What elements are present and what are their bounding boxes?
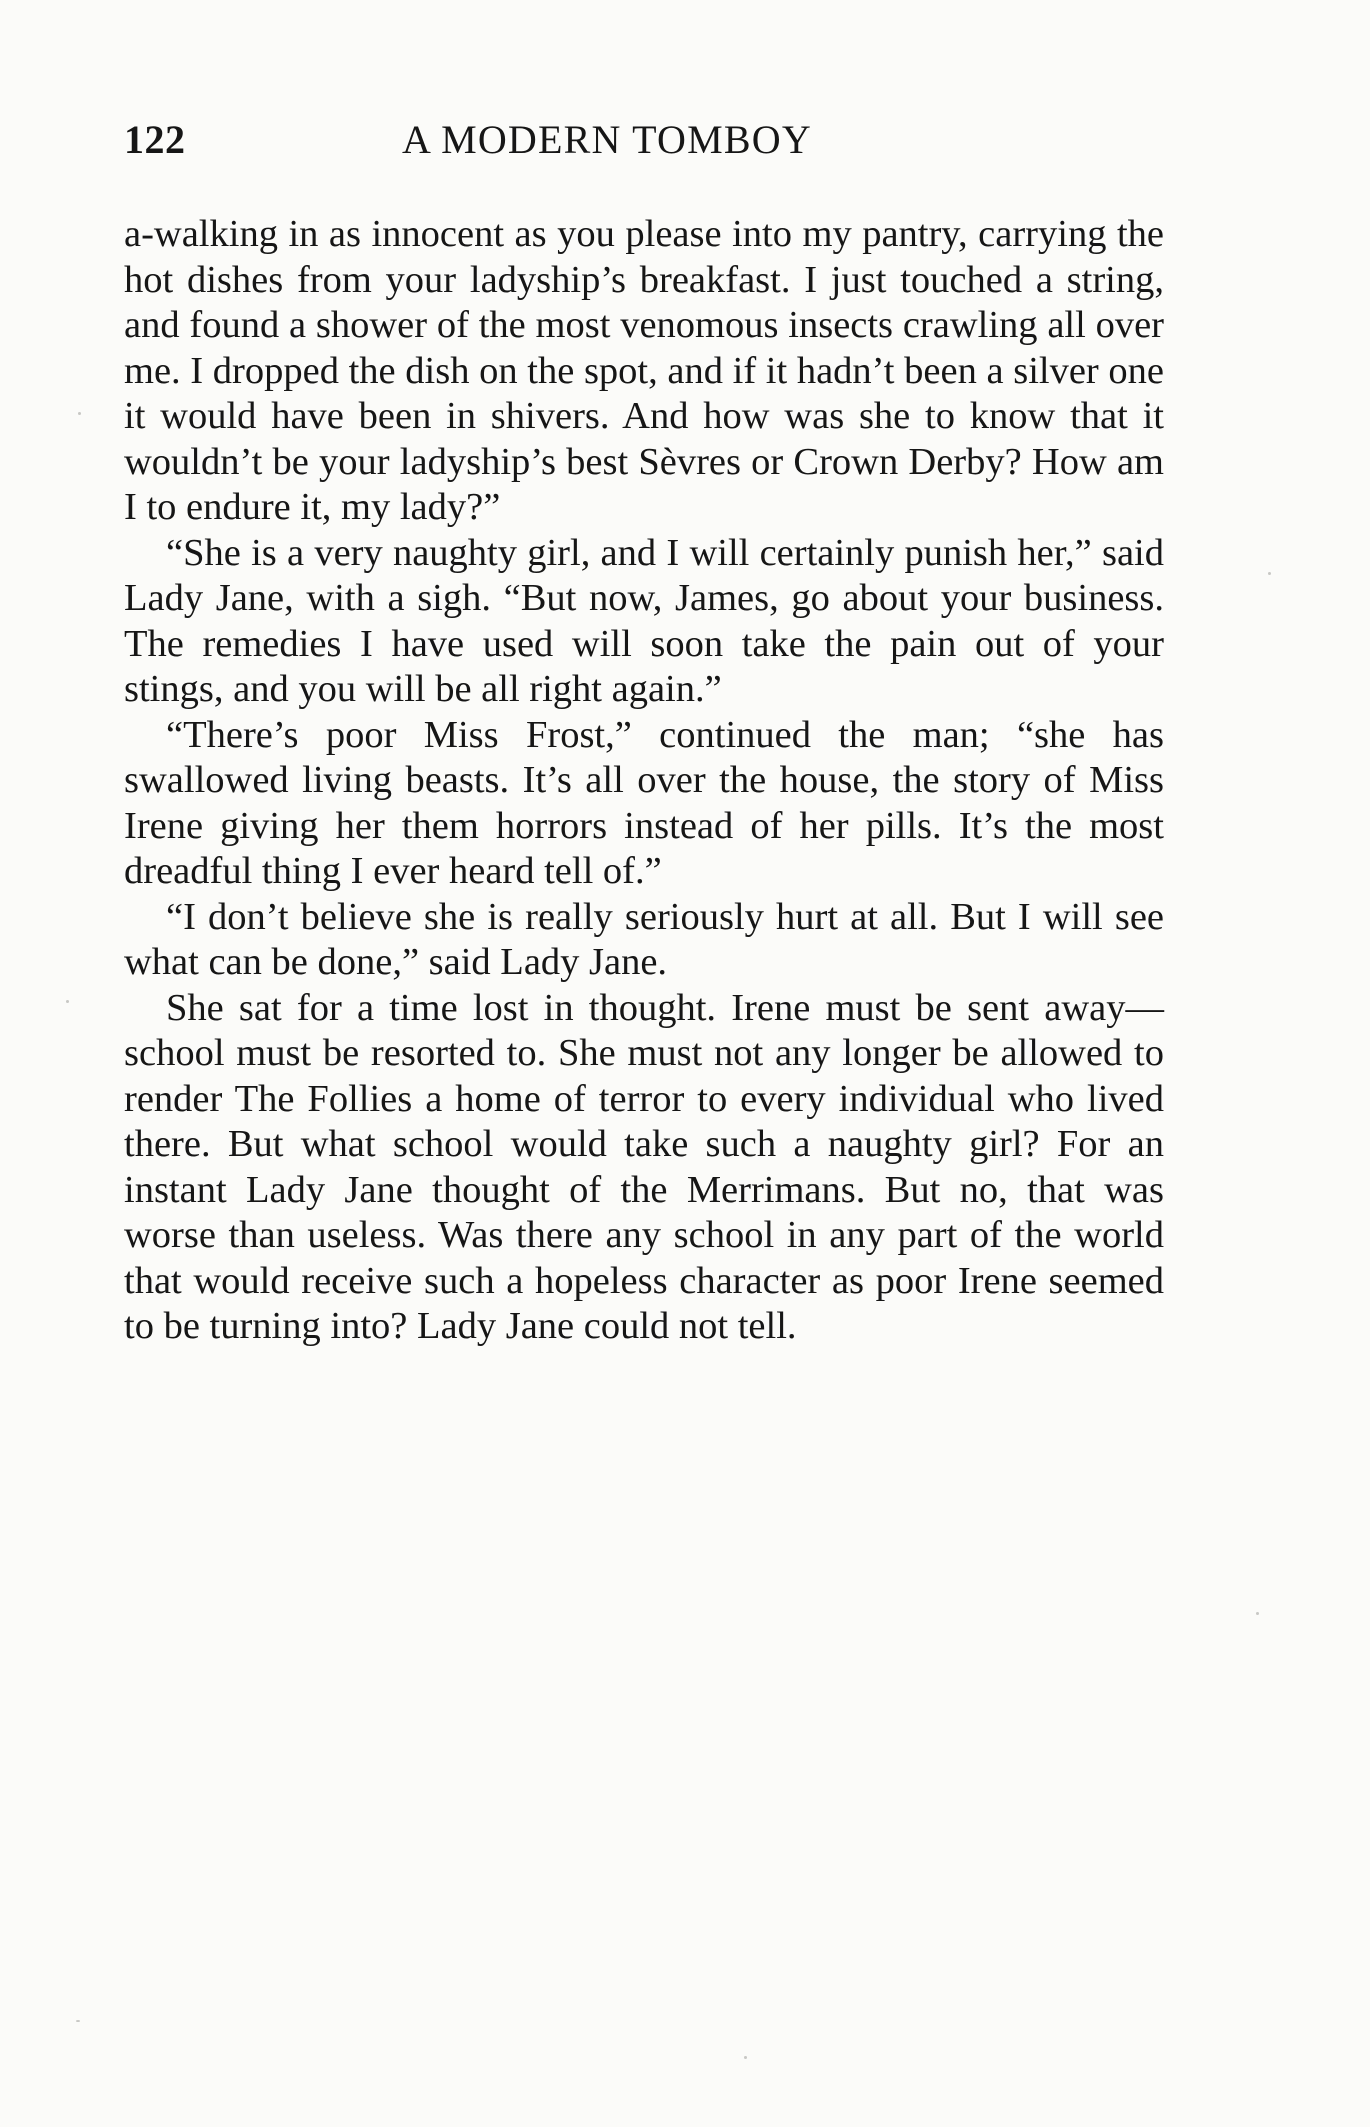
running-head <box>124 110 1164 170</box>
running-title: A MODERN TOMBOY <box>402 117 812 162</box>
paragraph: “I don’t believe she is really seriously hurt at all. But I will see what can be done,” said Lady Jane. <box>124 895 1164 983</box>
scan-speck <box>66 1000 69 1003</box>
page-number: 122 <box>124 117 186 162</box>
paragraph: “She is a very naughty girl, and I will certainly punish her,” said Lady Jane, with a sigh. “But now, James, go about your business. The remedies I have used will soon take the pain out of your stings, and you will be all right again.” <box>124 531 1164 710</box>
scan-speck <box>1256 1612 1259 1615</box>
paragraph: a-walking in as innocent as you please into my pantry, carrying the hot dishes from your ladyship’s breakfast. I just touched a string, and found a shower of the most venomous insects crawling all over me. I dropped the dish on the spot, and if it hadn’t been a silver one it would have been in shivers. And how was she to know that it wouldn’t be your ladyship’s best Sèvres or Crown Derby? How am I to endure it, my lady?” <box>124 213 1164 528</box>
scan-speck <box>76 2020 80 2022</box>
body-text <box>124 212 1164 1350</box>
scan-speck <box>744 2056 747 2059</box>
paragraph: She sat for a time lost in thought. Irene must be sent away—school must be resorted to. She must not any longer be allowed to render The Follies a home of terror to every individual who lived there. But what school would take such a naughty girl? For an instant Lady Jane thought of the Merrimans. But no, that was worse than useless. Was there any school in any part of the world that would receive such a hopeless character as poor Irene seemed to be turning into? Lady Jane could not tell. <box>124 986 1164 1347</box>
paragraph: “There’s poor Miss Frost,” continued the man; “she has swallowed living beasts. It’s all over the house, the story of Miss Irene giving her them horrors instead of her pills. It’s the most dreadful thing I ever heard tell of.” <box>124 713 1164 892</box>
scan-speck <box>78 412 81 415</box>
scan-speck <box>1268 572 1271 575</box>
